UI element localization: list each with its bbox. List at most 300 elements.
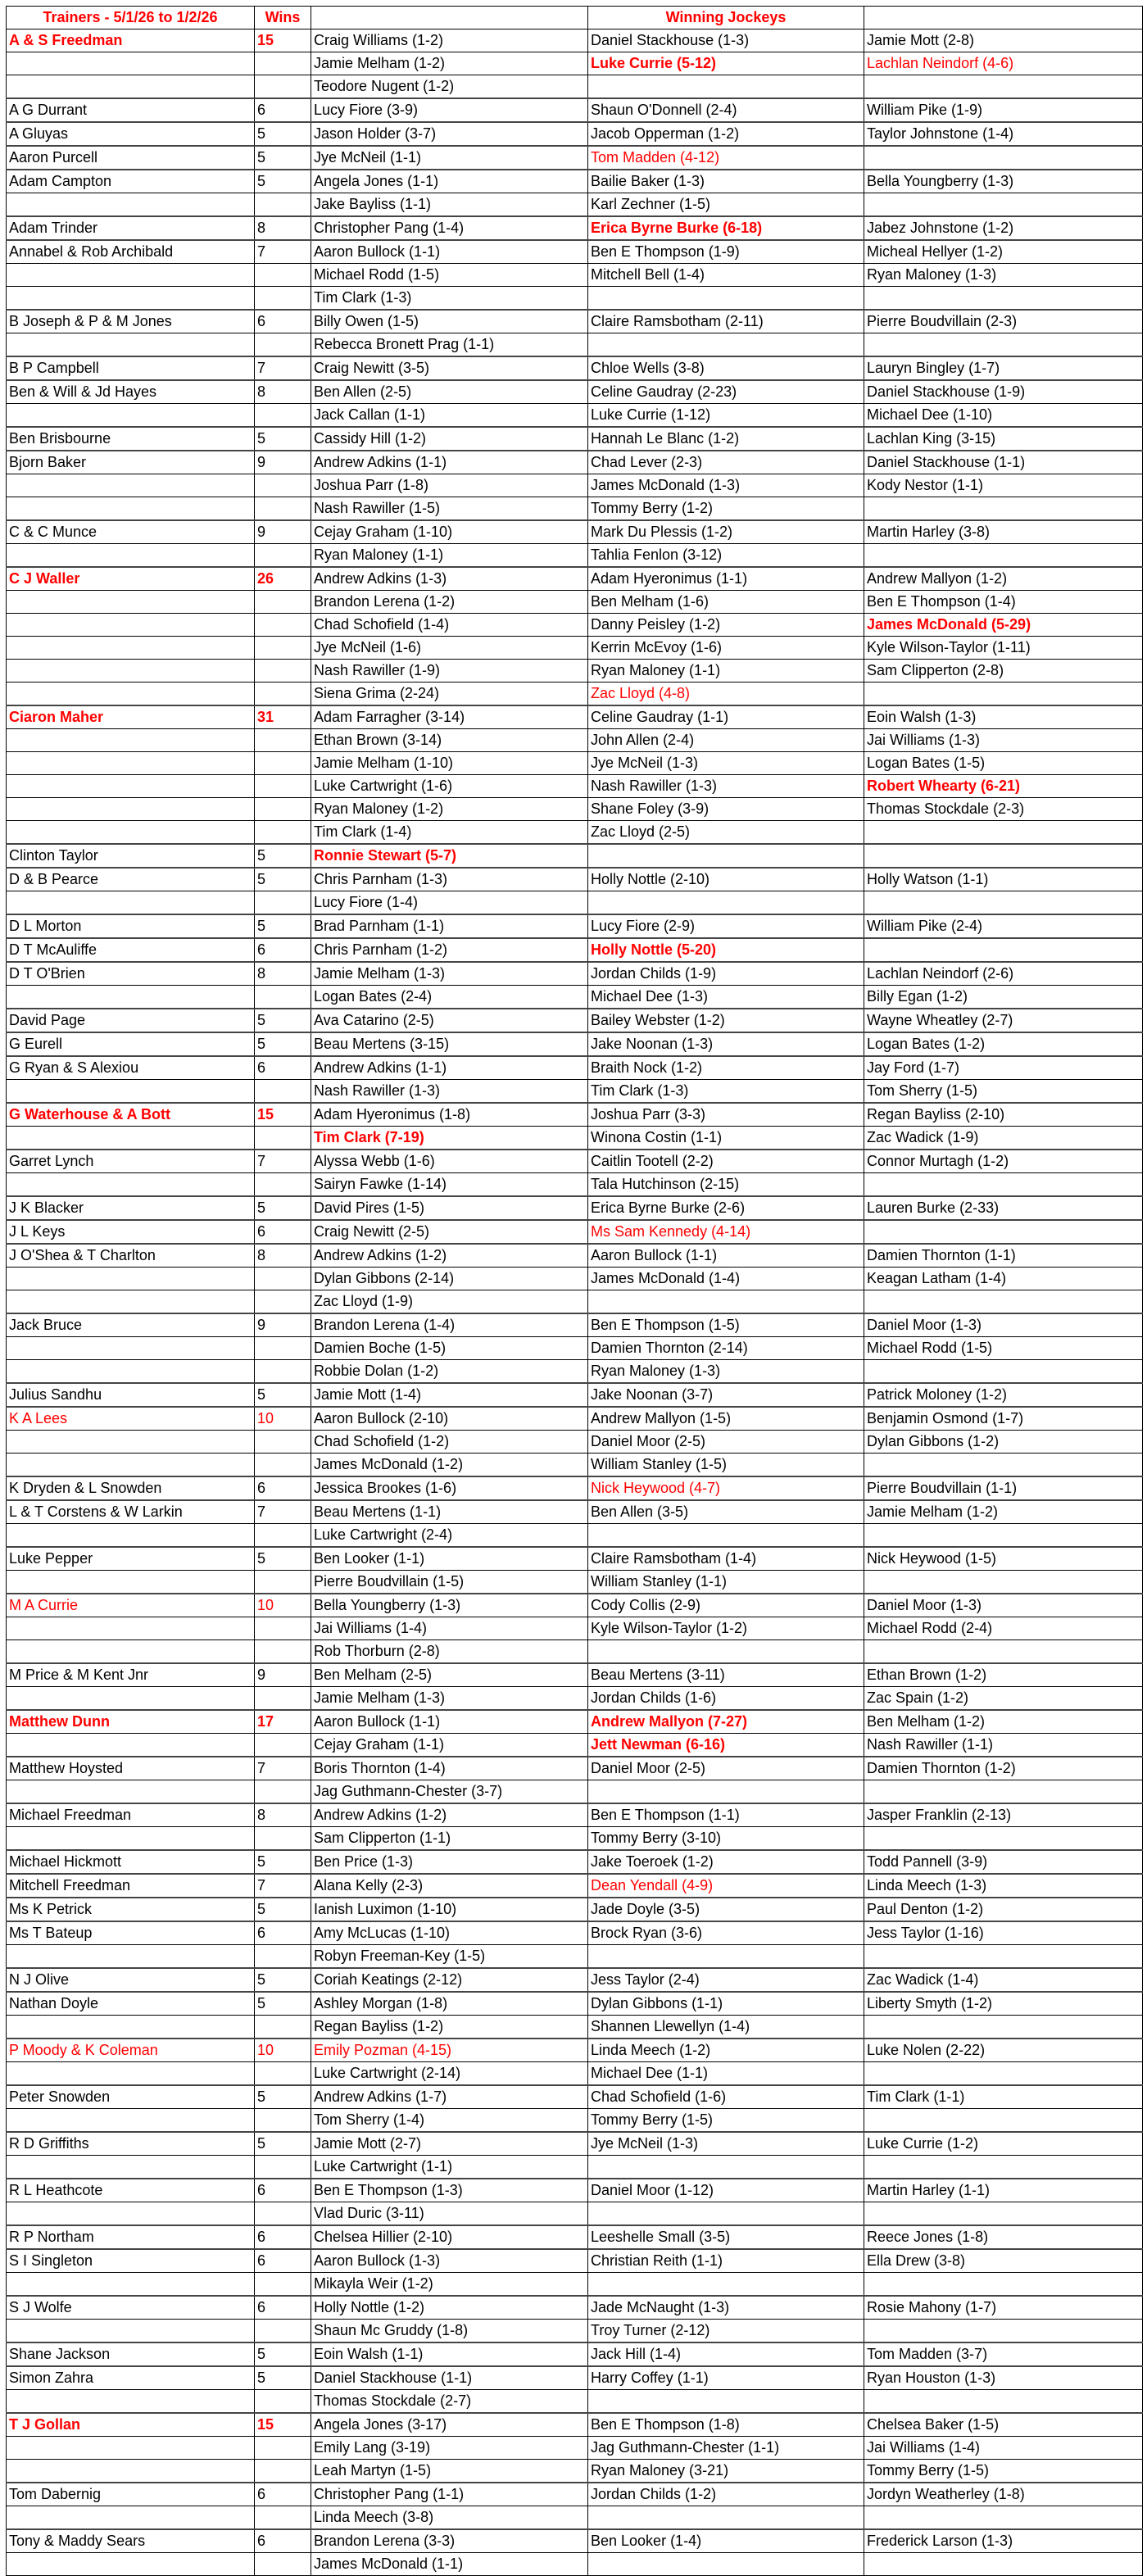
table-row: [7, 2366, 1143, 2390]
trainer-cell: David Page: [7, 1009, 255, 1032]
jockey-cell: [864, 2109, 1143, 2133]
jockey-cell: James McDonald (1-3): [588, 474, 864, 497]
jockey-cell: Lucy Fiore (2-9): [588, 914, 864, 938]
wins-cell: 6: [255, 1056, 311, 1080]
jockey-cell: Jordyn Weatherley (1-8): [864, 2483, 1143, 2506]
trainer-cell: [7, 798, 255, 821]
jockey-cell: [864, 1524, 1143, 1548]
jockey-cell: Zac Wadick (1-4): [864, 1968, 1143, 1992]
jockey-cell: [864, 497, 1143, 521]
jockey-cell: Rebecca Bronett Prag (1-1): [311, 333, 588, 357]
jockey-cell: Ella Drew (3-8): [864, 2249, 1143, 2273]
jockey-cell: Andrew Adkins (1-2): [311, 1244, 588, 1268]
jockey-cell: Thomas Stockdale (2-7): [311, 2390, 588, 2414]
trainer-cell: D T O'Brien: [7, 962, 255, 986]
jockey-cell: Beau Mertens (3-15): [311, 1032, 588, 1056]
jockey-cell: Chloe Wells (3-8): [588, 356, 864, 380]
table-row: [7, 497, 1143, 521]
jockey-cell: Angela Jones (1-1): [311, 170, 588, 193]
jockey-cell: Mikayla Weir (1-2): [311, 2273, 588, 2297]
trainer-cell: [7, 264, 255, 287]
table-row: [7, 216, 1143, 240]
trainer-cell: G Eurell: [7, 1032, 255, 1056]
jockey-cell: James McDonald (1-4): [588, 1268, 864, 1290]
jockey-cell: Rob Thorburn (2-8): [311, 1640, 588, 1664]
trainer-cell: [7, 1290, 255, 1314]
wins-cell: 5: [255, 170, 311, 193]
jockey-cell: Damien Boche (1-5): [311, 1337, 588, 1360]
jockey-cell: Martin Harley (1-1): [864, 2179, 1143, 2202]
trainer-cell: Simon Zahra: [7, 2366, 255, 2390]
wins-cell: 5: [255, 2132, 311, 2156]
wins-cell: [255, 891, 311, 915]
table-row: [7, 1898, 1143, 1921]
trainer-cell: Luke Pepper: [7, 1547, 255, 1571]
trainer-cell: [7, 1734, 255, 1757]
wins-cell: [255, 1734, 311, 1757]
jockey-cell: [864, 1454, 1143, 1477]
table-row: [7, 544, 1143, 568]
jockey-cell: Daniel Moor (1-3): [864, 1594, 1143, 1617]
jockey-cell: Kody Nestor (1-1): [864, 474, 1143, 497]
wins-cell: [255, 193, 311, 217]
trainer-cell: G Ryan & S Alexiou: [7, 1056, 255, 1080]
jockey-cell: Pierre Boudvillain (1-1): [864, 1476, 1143, 1500]
jockey-cell: William Stanley (1-5): [588, 1454, 864, 1477]
jockey-cell: Tom Sherry (1-4): [311, 2109, 588, 2133]
jockey-cell: Ben Looker (1-4): [588, 2529, 864, 2553]
jockey-cell: Robyn Freeman-Key (1-5): [311, 1945, 588, 1969]
table-row: [7, 2390, 1143, 2414]
wins-cell: 5: [255, 844, 311, 868]
jockey-cell: Ben Looker (1-1): [311, 1547, 588, 1571]
wins-cell: [255, 1080, 311, 1104]
jockey-cell: Chelsea Baker (1-5): [864, 2413, 1143, 2437]
table-row: [7, 1992, 1143, 2016]
jockey-cell: Lauryn Bingley (1-7): [864, 356, 1143, 380]
jockey-cell: Frederick Larson (1-3): [864, 2529, 1143, 2553]
jockey-cell: Luke Cartwright (1-1): [311, 2156, 588, 2179]
trainer-cell: [7, 1127, 255, 1150]
jockey-cell: Jordan Childs (1-2): [588, 2483, 864, 2506]
trainer-cell: [7, 1337, 255, 1360]
trainer-cell: J K Blacker: [7, 1196, 255, 1220]
wins-cell: 5: [255, 1968, 311, 1992]
table-row: [7, 1500, 1143, 1524]
wins-cell: 9: [255, 451, 311, 474]
wins-cell: 5: [255, 868, 311, 891]
jockey-cell: Daniel Moor (1-12): [588, 2179, 864, 2202]
wins-cell: 5: [255, 1850, 311, 1874]
jockey-cell: Angela Jones (3-17): [311, 2413, 588, 2437]
jockey-cell: Tim Clark (1-1): [864, 2085, 1143, 2109]
jockey-cell: [588, 333, 864, 357]
trainer-cell: Shane Jackson: [7, 2342, 255, 2366]
jockey-cell: Paul Denton (1-2): [864, 1898, 1143, 1921]
table-row: [7, 75, 1143, 99]
table-row: [7, 1827, 1143, 1851]
jockey-cell: Karl Zechner (1-5): [588, 193, 864, 217]
jockey-cell: Brock Ryan (3-6): [588, 1921, 864, 1945]
jockey-cell: Ben Price (1-3): [311, 1850, 588, 1874]
jockey-cell: Tom Madden (3-7): [864, 2342, 1143, 2366]
table-row: [7, 404, 1143, 428]
jockey-cell: Luke Nolen (2-22): [864, 2039, 1143, 2062]
wins-cell: 5: [255, 2366, 311, 2390]
jockey-cell: William Stanley (1-1): [588, 1571, 864, 1594]
jockey-cell: Jag Guthmann-Chester (1-1): [588, 2437, 864, 2460]
table-row: [7, 2249, 1143, 2273]
jockey-cell: Rosie Mahony (1-7): [864, 2296, 1143, 2320]
wins-cell: 15: [255, 2413, 311, 2437]
jockey-cell: Shane Foley (3-9): [588, 798, 864, 821]
trainer-cell: C & C Munce: [7, 520, 255, 544]
table-row: [7, 891, 1143, 915]
header-wins: Wins: [255, 7, 311, 29]
jockey-cell: [864, 821, 1143, 845]
trainer-cell: Julius Sandhu: [7, 1383, 255, 1407]
jockey-cell: Craig Williams (1-2): [311, 29, 588, 52]
jockey-cell: Todd Pannell (3-9): [864, 1850, 1143, 1874]
trainer-cell: [7, 2202, 255, 2226]
trainer-cell: Matthew Hoysted: [7, 1757, 255, 1780]
jockey-cell: Ben E Thompson (1-8): [588, 2413, 864, 2437]
jockey-cell: Boris Thornton (1-4): [311, 1757, 588, 1780]
jockey-cell: [864, 333, 1143, 357]
trainer-cell: [7, 2320, 255, 2343]
table-row: [7, 2437, 1143, 2460]
jockey-cell: Luke Cartwright (1-6): [311, 775, 588, 798]
trainer-cell: [7, 2460, 255, 2483]
trainer-cell: A G Durrant: [7, 98, 255, 122]
wins-cell: [255, 683, 311, 706]
wins-cell: [255, 1268, 311, 1290]
header-trainers: Trainers - 5/1/26 to 1/2/26: [7, 7, 255, 29]
jockey-cell: [864, 544, 1143, 568]
jockey-cell: Tommy Berry (3-10): [588, 1827, 864, 1851]
jockey-cell: Robert Whearty (6-21): [864, 775, 1143, 798]
wins-cell: [255, 1454, 311, 1477]
jockey-cell: Jordan Childs (1-9): [588, 962, 864, 986]
jockey-cell: Jye McNeil (1-3): [588, 752, 864, 775]
table-row: [7, 1290, 1143, 1314]
table-row: [7, 1313, 1143, 1337]
jockey-cell: Caitlin Tootell (2-2): [588, 1150, 864, 1173]
table-row: [7, 1150, 1143, 1173]
jockey-cell: Jamie Melham (1-2): [864, 1500, 1143, 1524]
wins-cell: 6: [255, 2296, 311, 2320]
table-row: [7, 1383, 1143, 1407]
jockey-cell: Martin Harley (3-8): [864, 520, 1143, 544]
jockey-cell: Holly Nottle (5-20): [588, 938, 864, 962]
jockey-cell: Jamie Mott (1-4): [311, 1383, 588, 1407]
jockey-cell: Jay Ford (1-7): [864, 1056, 1143, 1080]
jockey-cell: Nash Rawiller (1-3): [311, 1080, 588, 1104]
jockey-cell: Bella Youngberry (1-3): [864, 170, 1143, 193]
wins-cell: [255, 1431, 311, 1454]
jockey-cell: [588, 1640, 864, 1664]
trainer-cell: [7, 1080, 255, 1104]
wins-cell: 6: [255, 2529, 311, 2553]
table-row: [7, 1103, 1143, 1127]
wins-cell: [255, 1290, 311, 1314]
jockey-cell: Dean Yendall (4-9): [588, 1874, 864, 1898]
trainer-cell: [7, 2553, 255, 2576]
wins-cell: 5: [255, 1032, 311, 1056]
jockey-cell: [864, 75, 1143, 99]
wins-cell: 5: [255, 1383, 311, 1407]
jockey-cell: Hannah Le Blanc (1-2): [588, 427, 864, 451]
jockey-cell: Tahlia Fenlon (3-12): [588, 544, 864, 568]
trainer-cell: Ben Brisbourne: [7, 427, 255, 451]
table-row: [7, 1032, 1143, 1056]
table-row: [7, 1407, 1143, 1431]
table-row: [7, 1571, 1143, 1594]
jockey-cell: [588, 75, 864, 99]
wins-cell: 5: [255, 1547, 311, 1571]
trainer-cell: [7, 591, 255, 614]
jockey-cell: Nash Rawiller (1-9): [311, 660, 588, 683]
jockey-cell: Chelsea Hillier (2-10): [311, 2225, 588, 2249]
jockey-cell: Andrew Adkins (1-2): [311, 1803, 588, 1827]
jockey-cell: Ianish Luximon (1-10): [311, 1898, 588, 1921]
table-row: [7, 821, 1143, 845]
jockey-cell: [588, 2273, 864, 2297]
jockey-cell: Holly Nottle (1-2): [311, 2296, 588, 2320]
wins-cell: [255, 2016, 311, 2039]
table-row: [7, 29, 1143, 52]
trainer-cell: Ben & Will & Jd Hayes: [7, 380, 255, 404]
wins-cell: 6: [255, 1476, 311, 1500]
wins-cell: 7: [255, 1757, 311, 1780]
table-row: [7, 1056, 1143, 1080]
jockey-cell: Cejay Graham (1-10): [311, 520, 588, 544]
trainer-cell: [7, 2506, 255, 2530]
jockey-cell: [864, 2273, 1143, 2297]
trainer-cell: Ciaron Maher: [7, 705, 255, 729]
table-row: [7, 52, 1143, 75]
trainer-cell: [7, 1268, 255, 1290]
jockey-cell: Robbie Dolan (1-2): [311, 1360, 588, 1384]
jockey-cell: Nick Heywood (4-7): [588, 1476, 864, 1500]
jockey-cell: Andrew Adkins (1-1): [311, 451, 588, 474]
jockey-cell: Siena Grima (2-24): [311, 683, 588, 706]
wins-cell: [255, 1945, 311, 1969]
wins-cell: 6: [255, 2225, 311, 2249]
jockey-cell: Ben E Thompson (1-4): [864, 591, 1143, 614]
jockey-cell: Claire Ramsbotham (1-4): [588, 1547, 864, 1571]
jockey-cell: Regan Bayliss (2-10): [864, 1103, 1143, 1127]
table-row: [7, 1710, 1143, 1734]
jockey-cell: Emily Pozman (4-15): [311, 2039, 588, 2062]
jockey-cell: Jye McNeil (1-6): [311, 637, 588, 660]
wins-cell: [255, 1617, 311, 1640]
wins-cell: 7: [255, 240, 311, 264]
wins-cell: 10: [255, 1594, 311, 1617]
wins-cell: [255, 591, 311, 614]
trainer-cell: [7, 1687, 255, 1711]
wins-cell: 6: [255, 98, 311, 122]
jockey-cell: Wayne Wheatley (2-7): [864, 1009, 1143, 1032]
jockey-cell: Jamie Melham (1-10): [311, 752, 588, 775]
jockey-cell: Zac Lloyd (2-5): [588, 821, 864, 845]
jockey-cell: [864, 938, 1143, 962]
trainer-cell: S J Wolfe: [7, 2296, 255, 2320]
trainer-cell: Michael Freedman: [7, 1803, 255, 1827]
jockey-cell: Dylan Gibbons (1-2): [864, 1431, 1143, 1454]
table-row: [7, 310, 1143, 333]
jockey-cell: Jessica Brookes (1-6): [311, 1476, 588, 1500]
jockey-cell: Vlad Duric (3-11): [311, 2202, 588, 2226]
jockey-cell: [588, 2156, 864, 2179]
table-row: [7, 98, 1143, 122]
trainer-cell: [7, 1640, 255, 1664]
jockey-cell: Michael Rodd (2-4): [864, 1617, 1143, 1640]
table-row: [7, 752, 1143, 775]
wins-cell: [255, 1337, 311, 1360]
table-row: [7, 193, 1143, 217]
wins-cell: [255, 75, 311, 99]
jockey-cell: Ms Sam Kennedy (4-14): [588, 1220, 864, 1244]
jockey-cell: [864, 1571, 1143, 1594]
trainer-cell: [7, 1945, 255, 1969]
jockey-cell: Jacob Opperman (1-2): [588, 122, 864, 146]
trainer-cell: [7, 614, 255, 637]
trainer-cell: Tom Dabernig: [7, 2483, 255, 2506]
trainer-cell: S I Singleton: [7, 2249, 255, 2273]
wins-cell: 10: [255, 2039, 311, 2062]
wins-cell: [255, 474, 311, 497]
wins-cell: [255, 775, 311, 798]
table-row: [7, 2156, 1143, 2179]
wins-cell: 15: [255, 1103, 311, 1127]
jockey-cell: Christian Reith (1-1): [588, 2249, 864, 2273]
trainer-cell: Garret Lynch: [7, 1150, 255, 1173]
trainer-cell: [7, 1173, 255, 1197]
jockey-cell: Lucy Fiore (3-9): [311, 98, 588, 122]
wins-cell: 5: [255, 146, 311, 170]
jockey-cell: Eoin Walsh (1-1): [311, 2342, 588, 2366]
trainer-cell: [7, 287, 255, 311]
table-row: [7, 1850, 1143, 1874]
wins-cell: 5: [255, 914, 311, 938]
jockey-cell: Jye McNeil (1-1): [311, 146, 588, 170]
jockey-cell: [864, 287, 1143, 311]
table-row: [7, 683, 1143, 706]
jockey-cell: Alyssa Webb (1-6): [311, 1150, 588, 1173]
jockey-cell: Tom Sherry (1-5): [864, 1080, 1143, 1104]
table-row: [7, 1524, 1143, 1548]
jockey-cell: [588, 2202, 864, 2226]
jockey-cell: Daniel Moor (1-3): [864, 1313, 1143, 1337]
table-row: [7, 614, 1143, 637]
jockey-cell: [864, 1173, 1143, 1197]
jockey-cell: Jamie Melham (1-3): [311, 1687, 588, 1711]
jockey-cell: Ryan Maloney (1-3): [864, 264, 1143, 287]
jockey-cell: Chris Parnham (1-2): [311, 938, 588, 962]
table-row: [7, 1663, 1143, 1687]
jockey-cell: Jamie Melham (1-3): [311, 962, 588, 986]
jockey-cell: Jason Holder (3-7): [311, 122, 588, 146]
wins-cell: 31: [255, 705, 311, 729]
wins-cell: 8: [255, 380, 311, 404]
wins-cell: [255, 2553, 311, 2576]
jockey-cell: Aaron Bullock (1-3): [311, 2249, 588, 2273]
table-row: [7, 170, 1143, 193]
wins-cell: 6: [255, 2179, 311, 2202]
table-row: [7, 264, 1143, 287]
jockey-cell: Daniel Moor (2-5): [588, 1431, 864, 1454]
trainer-cell: [7, 2437, 255, 2460]
table-row: [7, 2016, 1143, 2039]
jockey-cell: Mark Du Plessis (1-2): [588, 520, 864, 544]
wins-cell: 5: [255, 427, 311, 451]
wins-cell: 5: [255, 122, 311, 146]
table-row: [7, 2483, 1143, 2506]
jockey-cell: Michael Dee (1-3): [588, 986, 864, 1009]
jockey-cell: Zac Lloyd (4-8): [588, 683, 864, 706]
wins-cell: 6: [255, 310, 311, 333]
jockey-cell: Ben E Thompson (1-3): [311, 2179, 588, 2202]
trainer-cell: D L Morton: [7, 914, 255, 938]
table-row: [7, 1874, 1143, 1898]
jockey-cell: Christopher Pang (1-1): [311, 2483, 588, 2506]
table-row: [7, 1244, 1143, 1268]
jockey-cell: Tim Clark (7-19): [311, 1127, 588, 1150]
jockey-cell: Jordan Childs (1-6): [588, 1687, 864, 1711]
jockey-cell: Sairyn Fawke (1-14): [311, 1173, 588, 1197]
trainer-cell: Jack Bruce: [7, 1313, 255, 1337]
table-row: [7, 1734, 1143, 1757]
table-row: [7, 962, 1143, 986]
table-row: [7, 2342, 1143, 2366]
table-row: [7, 1009, 1143, 1032]
table-row: [7, 1476, 1143, 1500]
trainer-cell: [7, 497, 255, 521]
table-row: [7, 2413, 1143, 2437]
jockey-cell: Jabez Johnstone (1-2): [864, 216, 1143, 240]
jockey-cell: [588, 1524, 864, 1548]
table-row: [7, 1173, 1143, 1197]
table-row: [7, 1431, 1143, 1454]
jockey-cell: [588, 1945, 864, 1969]
jockey-cell: Zac Spain (1-2): [864, 1687, 1143, 1711]
jockey-cell: Celine Gaudray (1-1): [588, 705, 864, 729]
wins-cell: 8: [255, 1803, 311, 1827]
header-winning-jockeys: Winning Jockeys: [588, 7, 864, 29]
table-row: [7, 1921, 1143, 1945]
jockey-cell: Andrew Adkins (1-1): [311, 1056, 588, 1080]
table-row: [7, 1337, 1143, 1360]
jockey-cell: Brandon Lerena (3-3): [311, 2529, 588, 2553]
jockey-cell: [588, 287, 864, 311]
table-row: [7, 729, 1143, 752]
wins-cell: 6: [255, 2249, 311, 2273]
table-row: [7, 938, 1143, 962]
wins-cell: 5: [255, 1992, 311, 2016]
wins-cell: 6: [255, 1921, 311, 1945]
table-row: [7, 591, 1143, 614]
jockey-cell: Ashley Morgan (1-8): [311, 1992, 588, 2016]
jockey-cell: Tommy Berry (1-5): [588, 2109, 864, 2133]
jockey-cell: Damien Thornton (1-1): [864, 1244, 1143, 1268]
jockey-cell: Chris Parnham (1-3): [311, 868, 588, 891]
trainer-cell: [7, 2390, 255, 2414]
trainer-cell: [7, 891, 255, 915]
wins-cell: [255, 2460, 311, 2483]
jockey-cell: [864, 2506, 1143, 2530]
trainer-cell: [7, 1524, 255, 1548]
